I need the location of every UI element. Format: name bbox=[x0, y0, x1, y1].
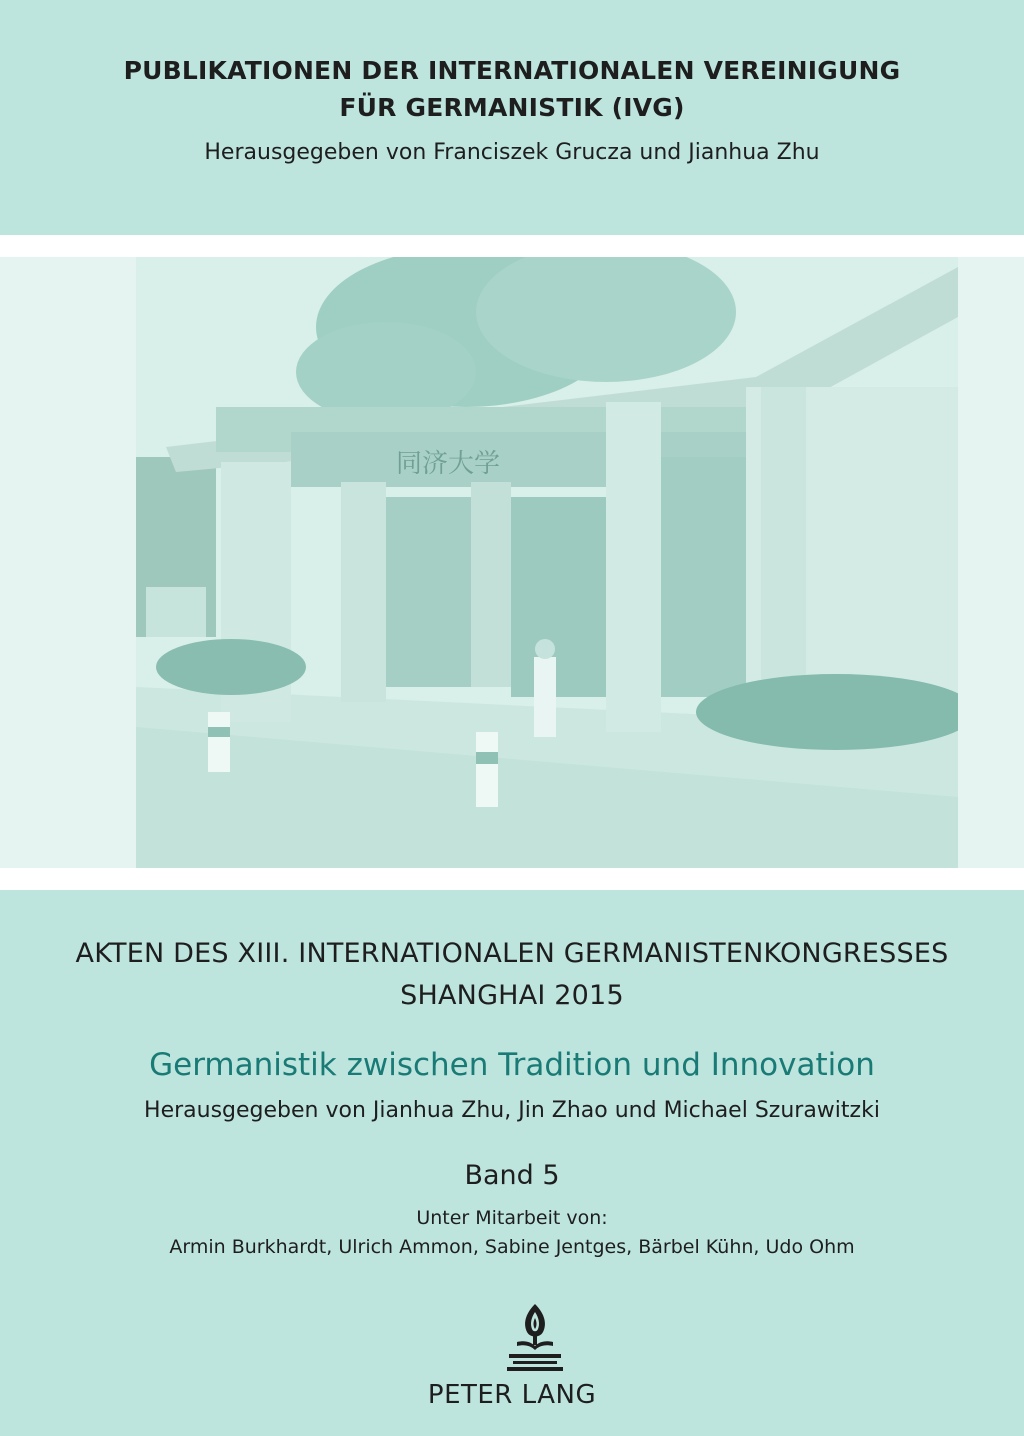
volume-title: Germanistik zwischen Tradition und Innovation bbox=[149, 1047, 875, 1083]
series-editors: Herausgegeben von Franciszek Grucza und Jianhua Zhu bbox=[204, 140, 820, 165]
divider-strip bbox=[0, 235, 1024, 257]
series-title-line1: PUBLIKATIONEN DER INTERNATIONALEN VEREINIGUNG bbox=[123, 56, 901, 85]
publisher-name: PETER LANG bbox=[427, 1380, 597, 1410]
collaboration-label: Unter Mitarbeit von: bbox=[416, 1207, 608, 1229]
volume-editors: Herausgegeben von Jianhua Zhu, Jin Zhao und Michael Szurawitzki bbox=[144, 1098, 880, 1123]
cover-photo bbox=[136, 257, 958, 868]
band-number: Band 5 bbox=[464, 1160, 560, 1191]
divider-strip bbox=[0, 868, 1024, 890]
series-title-line2: FÜR GERMANISTIK (IVG) bbox=[339, 93, 685, 122]
congress-title-line2: SHANGHAI 2015 bbox=[400, 980, 624, 1011]
book-tree-icon bbox=[505, 1302, 565, 1376]
congress-title-line1: AKTEN DES XIII. INTERNATIONALEN GERMANISTENKONGRESSES bbox=[75, 938, 949, 969]
gate-inscription: 同济大学 bbox=[396, 449, 501, 479]
collaborators: Armin Burkhardt, Ulrich Ammon, Sabine Jentges, Bärbel Kühn, Udo Ohm bbox=[169, 1236, 855, 1258]
